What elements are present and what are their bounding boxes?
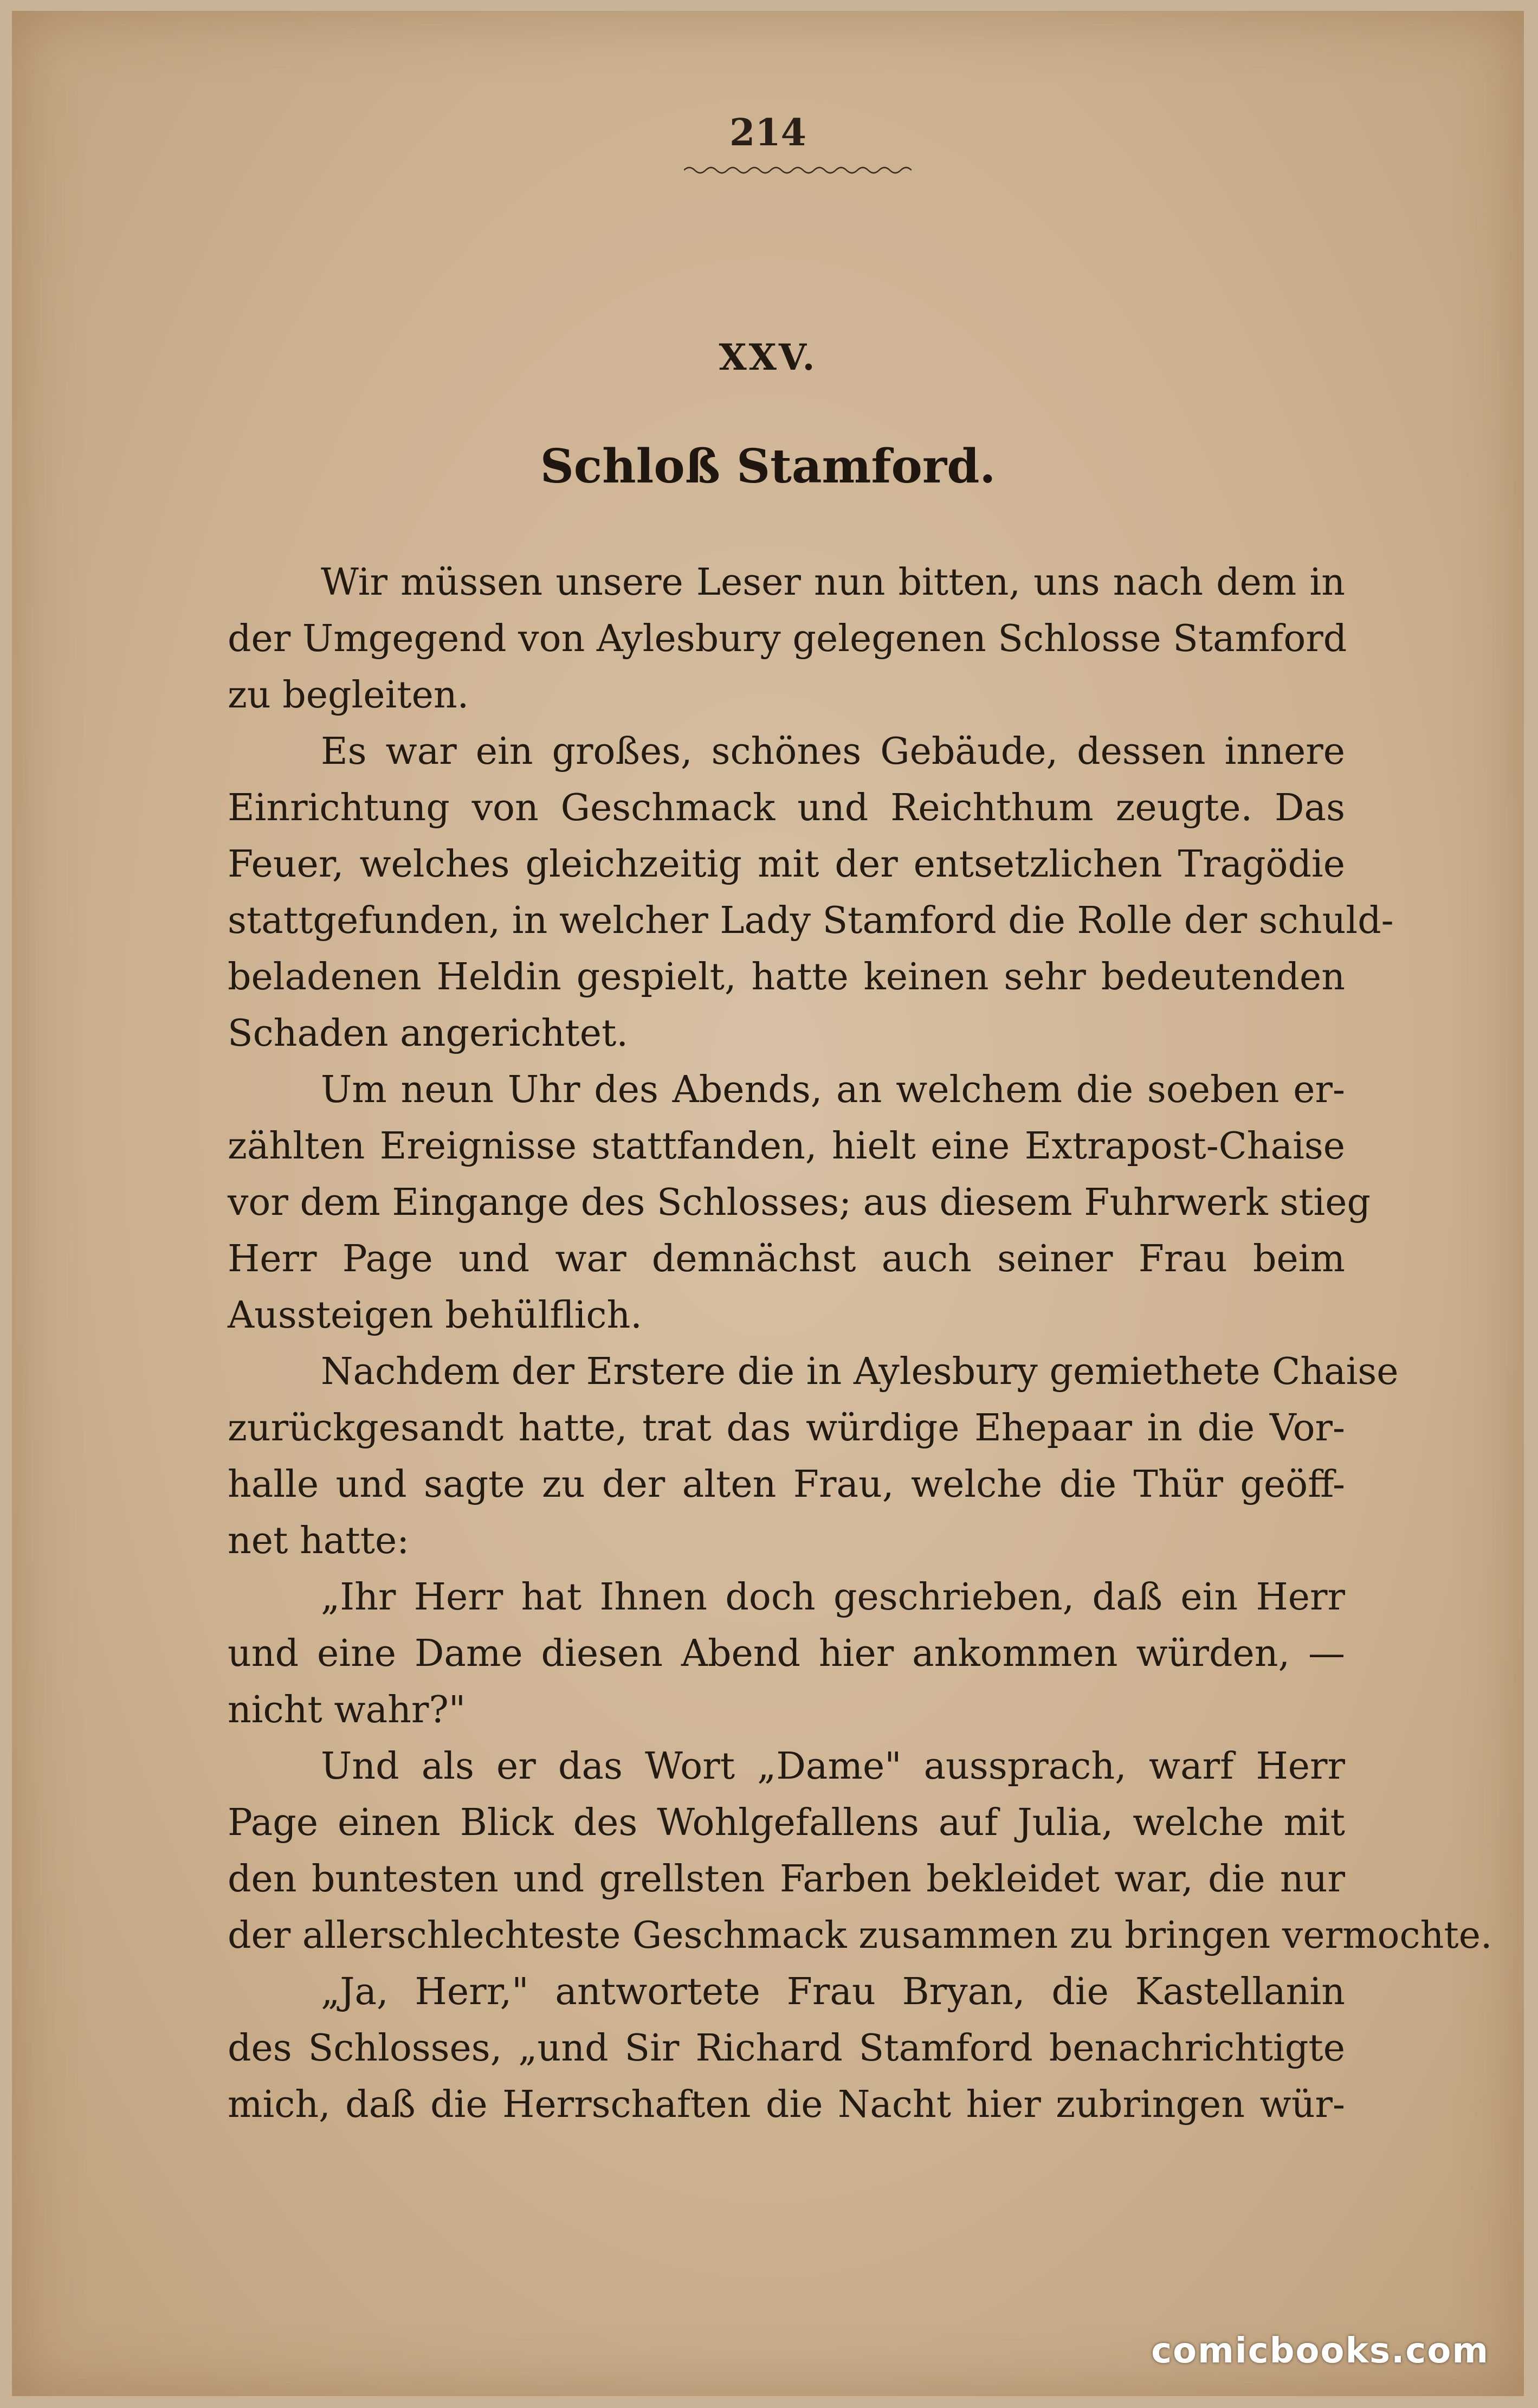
text-line: zu begleiten. — [228, 674, 469, 717]
chapter-number: XXV. — [719, 336, 817, 378]
text-line: Page einen Blick des Wohlgefallens auf Julia, welche mit — [228, 1801, 1345, 1844]
text-line: Um neun Uhr des Abends, an welchem die soeben er- — [321, 1068, 1345, 1111]
body-text — [228, 555, 1492, 2133]
text-line: zurückgesandt hatte, trat das würdige Ehepaar in die Vor- — [228, 1407, 1345, 1450]
text-line: Herr Page und war demnächst auch seiner Frau beim — [228, 1238, 1345, 1280]
text-line: Nachdem der Erstere die in Aylesbury gemiethete Chaise — [321, 1350, 1399, 1393]
text-line: Es war ein großes, schönes Gebäude, dessen innere — [321, 730, 1345, 773]
text-line: den buntesten und grellsten Farben bekleidet war, die nur — [228, 1858, 1345, 1901]
text-line: Feuer, welches gleichzeitig mit der entsetzlichen Tragödie — [228, 843, 1345, 886]
text-line: der Umgegend von Aylesbury gelegenen Schlosse Stamford — [228, 617, 1347, 660]
watermark: comicbooks.com — [1151, 2331, 1489, 2371]
text-line: „Ihr Herr hat Ihnen doch geschrieben, daß ein Herr — [321, 1576, 1345, 1619]
text-line: zählten Ereignisse stattfanden, hielt eine Extrapost-Chaise — [228, 1125, 1345, 1168]
text-line: stattgefunden, in welcher Lady Stamford die Rolle der schuld- — [228, 899, 1394, 942]
text-line: Wir müssen unsere Leser nun bitten, uns nach dem in — [321, 561, 1345, 604]
text-line: net hatte: — [228, 1520, 410, 1562]
text-line: „Ja, Herr," antwortete Frau Bryan, die Kastellanin — [321, 1971, 1345, 2013]
page-number: 214 — [729, 111, 806, 154]
text-line: halle und sagte zu der alten Frau, welche die Thür geöff- — [228, 1463, 1345, 1506]
chapter-title: Schloß Stamford. — [540, 439, 996, 494]
text-line: vor dem Eingange des Schlosses; aus diesem Fuhrwerk stieg — [228, 1181, 1371, 1224]
text-line: Aussteigen behülflich. — [228, 1294, 642, 1337]
text-line: nicht wahr?" — [228, 1689, 466, 1731]
text-line: und eine Dame diesen Abend hier ankommen würden, — — [228, 1632, 1345, 1675]
text-line: beladenen Heldin gespielt, hatte keinen sehr bedeutenden — [228, 956, 1345, 999]
text-line: Und als er das Wort „Dame" aussprach, warf Herr — [321, 1745, 1345, 1788]
text-line: Einrichtung von Geschmack und Reichthum zeugte. Das — [228, 787, 1345, 829]
text-line: der allerschlechteste Geschmack zusammen zu bringen vermochte. — [228, 1914, 1492, 1957]
text-line: mich, daß die Herrschaften die Nacht hier zubringen wür- — [228, 2083, 1345, 2126]
text-line: Schaden angerichtet. — [228, 1012, 628, 1055]
book-page — [12, 11, 1524, 2396]
text-line: des Schlosses, „und Sir Richard Stamford benachrichtigte — [228, 2027, 1345, 2070]
wavy-ornament — [684, 164, 912, 175]
